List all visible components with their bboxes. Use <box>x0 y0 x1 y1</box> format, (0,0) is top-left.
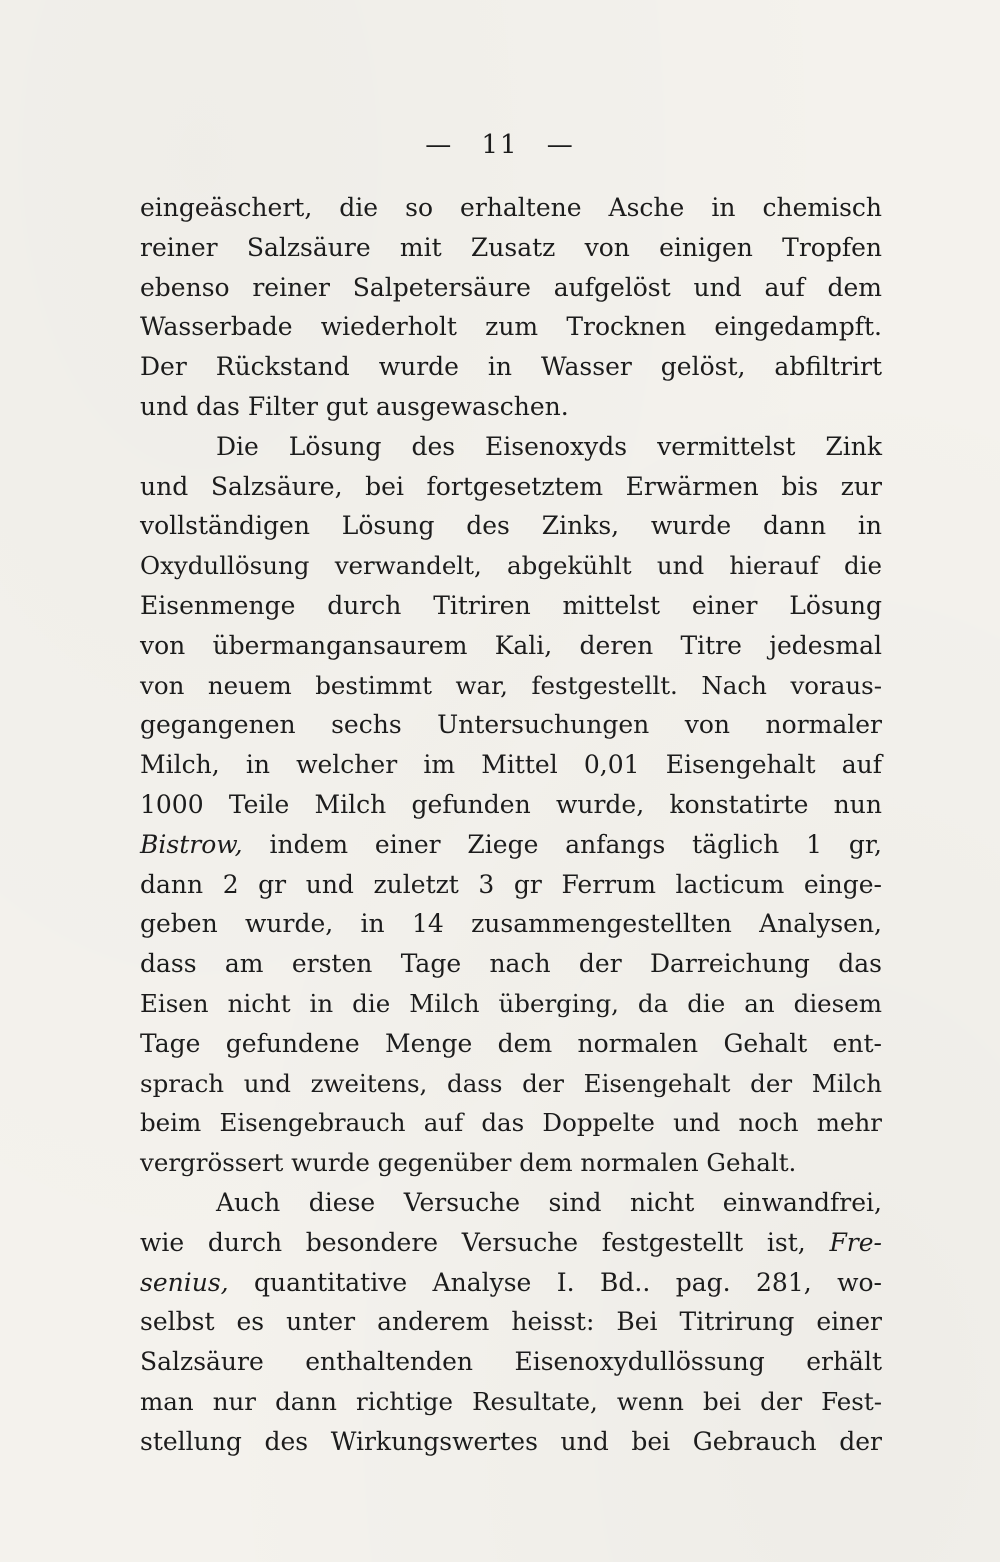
text-line: Eisen nicht in die Milch überging, da die an diesem <box>140 988 882 1018</box>
text-line: beim Eisengebrauch auf das Doppelte und noch mehr <box>140 1108 882 1138</box>
text-line: eingeäschert, die so erhaltene Asche in chemisch <box>140 193 882 222</box>
page-number-header: — 11 — <box>425 130 575 160</box>
text-line: von neuem bestimmt war, festgestellt. Nach voraus- <box>140 670 882 700</box>
text-line: Bistrow, indem einer Ziege anfangs täglich 1 gr, <box>140 829 882 859</box>
text-line: vergrössert wurde gegenüber dem normalen Gehalt. <box>140 1148 797 1178</box>
author-name-italic: Fre- <box>829 1227 882 1257</box>
text-line: gegangenen sechs Untersuchungen von normaler <box>140 710 882 740</box>
text-line: Auch diese Versuche sind nicht einwandfrei, <box>216 1187 882 1217</box>
text-line: Der Rückstand wurde in Wasser gelöst, abfiltrirt <box>140 352 882 382</box>
text-line: dann 2 gr und zuletzt 3 gr Ferrum lacticum einge- <box>140 869 882 899</box>
text-line: 1000 Teile Milch gefunden wurde, konstatirte nun <box>140 789 882 819</box>
text-line: Oxydullösung verwandelt, abgekühlt und hierauf die <box>140 551 882 581</box>
text-line: Tage gefundene Menge dem normalen Gehalt ent- <box>140 1028 882 1058</box>
body-text <box>140 188 882 1462</box>
text-line: geben wurde, in 14 zusammengestellten Analysen, <box>140 909 882 939</box>
text-line: ebenso reiner Salpetersäure aufgelöst und auf dem <box>140 272 882 302</box>
text-line: und Salzsäure, bei fortgesetztem Erwärmen bis zur <box>140 471 882 501</box>
text-line: Wasserbade wiederholt zum Trocknen eingedampft. <box>140 312 882 342</box>
text-line: Salzsäure enthaltenden Eisenoxydullössung erhält <box>140 1347 882 1377</box>
text-line: sprach und zweitens, dass der Eisengehalt der Milch <box>140 1068 882 1098</box>
text-line: stellung des Wirkungswertes und bei Gebrauch der <box>140 1426 882 1456</box>
text-line: Die Lösung des Eisenoxyds vermittelst Zink <box>216 431 882 461</box>
text-line: und das Filter gut ausgewaschen. <box>140 391 569 421</box>
text-line: man nur dann richtige Resultate, wenn bei der Fest- <box>140 1386 882 1416</box>
text-line: von übermangansaurem Kali, deren Titre jedesmal <box>140 630 882 660</box>
text-line: senius, quantitative Analyse I. Bd.. pag. 281, wo- <box>140 1267 882 1297</box>
author-name-italic: Bistrow, <box>140 829 243 859</box>
text-line: wie durch besondere Versuche festgestellt ist, Fre- <box>140 1227 882 1257</box>
text-line: reiner Salzsäure mit Zusatz von einigen Tropfen <box>140 232 882 262</box>
author-name-italic: senius, <box>140 1267 229 1297</box>
text-line: Eisenmenge durch Titriren mittelst einer Lösung <box>140 590 882 620</box>
text-line: dass am ersten Tage nach der Darreichung das <box>140 949 882 979</box>
text-line: Milch, in welcher im Mittel 0,01 Eisengehalt auf <box>140 750 882 780</box>
text-line: vollständigen Lösung des Zinks, wurde dann in <box>140 511 882 541</box>
text-line: selbst es unter anderem heisst: Bei Titrirung einer <box>140 1307 882 1337</box>
